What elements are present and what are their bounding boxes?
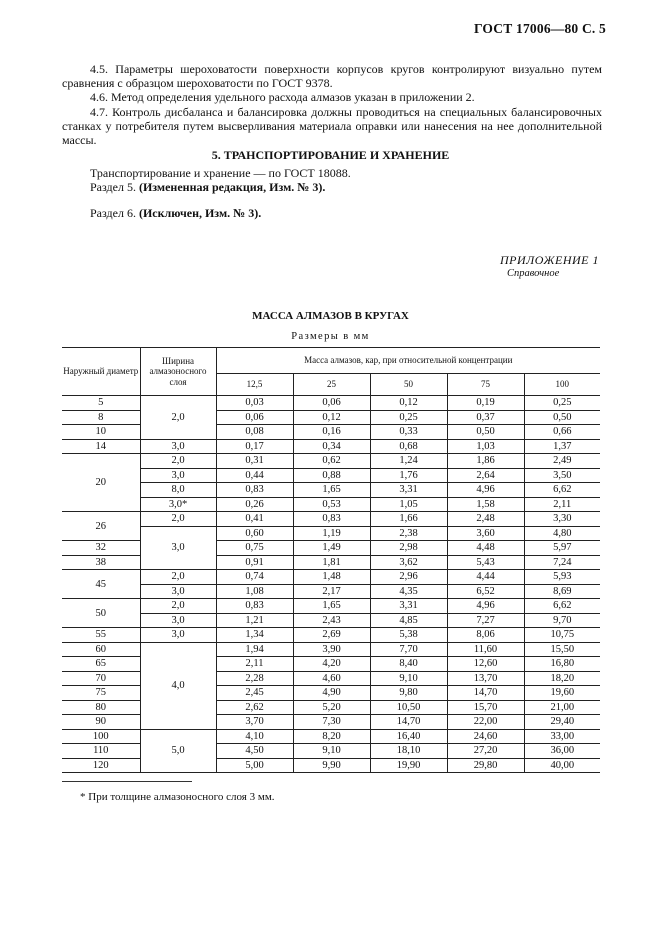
section-5-amendment-note: (Измененная редакция, Изм. № 3). [138, 179, 326, 194]
cell-diamond-mass: 1,19 [293, 526, 370, 541]
cell-diamond-mass: 1,81 [293, 555, 370, 570]
cell-diamond-mass: 3,31 [370, 483, 447, 498]
cell-diamond-mass: 2,48 [447, 512, 524, 527]
cell-diamond-mass: 24,60 [447, 729, 524, 744]
section-6-excluded-note: (Исключен, Изм. № 3). [138, 206, 262, 220]
cell-diamond-mass: 15,50 [524, 642, 600, 657]
cell-diamond-mass: 21,00 [524, 700, 600, 715]
cell-diamond-mass: 6,62 [524, 483, 600, 498]
cell-layer-width: 3,0 [140, 468, 216, 483]
cell-diamond-mass: 4,80 [524, 526, 600, 541]
body-paragraphs [62, 62, 602, 147]
cell-outer-diameter: 120 [62, 758, 140, 773]
cell-diamond-mass: 0,50 [524, 410, 600, 425]
cell-diamond-mass: 0,74 [216, 570, 293, 585]
cell-layer-width: 4,0 [140, 642, 216, 729]
table-row [62, 468, 600, 483]
cell-layer-width: 5,0 [140, 729, 216, 773]
cell-outer-diameter: 50 [62, 599, 140, 628]
cell-diamond-mass: 2,64 [447, 468, 524, 483]
cell-layer-width: 2,0 [140, 396, 216, 440]
table-units: Размеры в мм [291, 331, 370, 342]
cell-layer-width: 2,0 [140, 512, 216, 527]
cell-diamond-mass: 1,66 [370, 512, 447, 527]
cell-outer-diameter: 60 [62, 642, 140, 657]
cell-diamond-mass: 0,16 [293, 425, 370, 440]
cell-diamond-mass: 40,00 [524, 758, 600, 773]
cell-outer-diameter: 10 [62, 425, 140, 440]
cell-outer-diameter: 14 [62, 439, 140, 454]
cell-diamond-mass: 7,70 [370, 642, 447, 657]
paragraph-4-7: 4.7. Контроль дисбаланса и балансировка должны проводиться на специальных балансировочных станках у потребителя путем высверливания материала оправки или нанесения на нее дополнительной массы. [62, 104, 602, 148]
cell-diamond-mass: 1,08 [216, 584, 293, 599]
cell-outer-diameter: 32 [62, 541, 140, 556]
cell-diamond-mass: 0,83 [293, 512, 370, 527]
cell-diamond-mass: 4,35 [370, 584, 447, 599]
cell-diamond-mass: 18,20 [524, 671, 600, 686]
cell-outer-diameter: 80 [62, 700, 140, 715]
cell-diamond-mass: 3,50 [524, 468, 600, 483]
cell-diamond-mass: 2,69 [293, 628, 370, 643]
cell-diamond-mass: 0,83 [216, 483, 293, 498]
cell-outer-diameter: 26 [62, 512, 140, 541]
cell-diamond-mass: 29,80 [447, 758, 524, 773]
cell-diamond-mass: 5,97 [524, 541, 600, 556]
footnote: * При толщине алмазоносного слоя 3 мм. [80, 791, 275, 803]
cell-diamond-mass: 12,60 [447, 657, 524, 672]
cell-diamond-mass: 3,60 [447, 526, 524, 541]
cell-diamond-mass: 4,60 [293, 671, 370, 686]
cell-outer-diameter: 5 [62, 396, 140, 411]
cell-diamond-mass: 0,41 [216, 512, 293, 527]
cell-outer-diameter: 55 [62, 628, 140, 643]
cell-diamond-mass: 2,11 [216, 657, 293, 672]
cell-diamond-mass: 3,62 [370, 555, 447, 570]
cell-outer-diameter: 70 [62, 671, 140, 686]
cell-diamond-mass: 2,43 [293, 613, 370, 628]
cell-diamond-mass: 16,80 [524, 657, 600, 672]
cell-diamond-mass: 1,94 [216, 642, 293, 657]
cell-diamond-mass: 2,98 [370, 541, 447, 556]
cell-diamond-mass: 0,12 [370, 396, 447, 411]
cell-diamond-mass: 13,70 [447, 671, 524, 686]
cell-diamond-mass: 1,49 [293, 541, 370, 556]
cell-diamond-mass: 2,38 [370, 526, 447, 541]
cell-diamond-mass: 11,60 [447, 642, 524, 657]
cell-diamond-mass: 15,70 [447, 700, 524, 715]
cell-diamond-mass: 0,88 [293, 468, 370, 483]
footnote-divider [62, 781, 192, 782]
cell-diamond-mass: 4,90 [293, 686, 370, 701]
cell-diamond-mass: 0,44 [216, 468, 293, 483]
cell-diamond-mass: 8,20 [293, 729, 370, 744]
cell-layer-width: 3,0 [140, 439, 216, 454]
cell-diamond-mass: 4,10 [216, 729, 293, 744]
cell-diamond-mass: 0,60 [216, 526, 293, 541]
cell-diamond-mass: 0,91 [216, 555, 293, 570]
cell-diamond-mass: 18,10 [370, 744, 447, 759]
header-layer-width: Ширина алмазоносного слоя [140, 348, 216, 396]
cell-diamond-mass: 0,03 [216, 396, 293, 411]
cell-outer-diameter: 20 [62, 454, 140, 512]
cell-diamond-mass: 3,70 [216, 715, 293, 730]
cell-diamond-mass: 1,65 [293, 599, 370, 614]
cell-diamond-mass: 4,44 [447, 570, 524, 585]
table-row [62, 439, 600, 454]
table-title: МАССА АЛМАЗОВ В КРУГАХ [252, 310, 409, 322]
cell-diamond-mass: 8,40 [370, 657, 447, 672]
appendix-title: ПРИЛОЖЕНИЕ 1 [500, 253, 599, 267]
cell-diamond-mass: 5,43 [447, 555, 524, 570]
paragraph-4-6: 4.6. Метод определения удельного расхода алмазов указан в приложении 2. [90, 90, 475, 105]
table-row [62, 729, 600, 744]
cell-diamond-mass: 22,00 [447, 715, 524, 730]
table-row [62, 628, 600, 643]
cell-diamond-mass: 0,25 [524, 396, 600, 411]
cell-diamond-mass: 5,93 [524, 570, 600, 585]
cell-diamond-mass: 0,17 [216, 439, 293, 454]
cell-diamond-mass: 9,70 [524, 613, 600, 628]
cell-diamond-mass: 0,37 [447, 410, 524, 425]
table-row [62, 642, 600, 657]
cell-outer-diameter: 65 [62, 657, 140, 672]
cell-diamond-mass: 9,10 [370, 671, 447, 686]
table-row [62, 526, 600, 541]
cell-diamond-mass: 0,33 [370, 425, 447, 440]
cell-diamond-mass: 0,19 [447, 396, 524, 411]
cell-layer-width: 3,0 [140, 526, 216, 570]
cell-outer-diameter: 38 [62, 555, 140, 570]
cell-diamond-mass: 2,45 [216, 686, 293, 701]
cell-diamond-mass: 5,38 [370, 628, 447, 643]
cell-layer-width: 2,0 [140, 570, 216, 585]
cell-outer-diameter: 75 [62, 686, 140, 701]
cell-diamond-mass: 4,20 [293, 657, 370, 672]
table-row [62, 599, 600, 614]
cell-diamond-mass: 0,50 [447, 425, 524, 440]
header-mass-group: Масса алмазов, кар, при относительной концентрации [216, 348, 600, 374]
cell-diamond-mass: 6,52 [447, 584, 524, 599]
cell-diamond-mass: 14,70 [447, 686, 524, 701]
cell-diamond-mass: 2,96 [370, 570, 447, 585]
cell-diamond-mass: 0,34 [293, 439, 370, 454]
cell-diamond-mass: 1,34 [216, 628, 293, 643]
cell-diamond-mass: 0,06 [293, 396, 370, 411]
cell-diamond-mass: 7,30 [293, 715, 370, 730]
cell-outer-diameter: 110 [62, 744, 140, 759]
table-row [62, 396, 600, 411]
cell-diamond-mass: 1,21 [216, 613, 293, 628]
cell-diamond-mass: 3,31 [370, 599, 447, 614]
cell-diamond-mass: 1,86 [447, 454, 524, 469]
cell-diamond-mass: 8,06 [447, 628, 524, 643]
cell-layer-width: 3,0* [140, 497, 216, 512]
cell-diamond-mass: 2,49 [524, 454, 600, 469]
cell-diamond-mass: 29,40 [524, 715, 600, 730]
cell-outer-diameter: 100 [62, 729, 140, 744]
cell-diamond-mass: 0,53 [293, 497, 370, 512]
cell-diamond-mass: 1,76 [370, 468, 447, 483]
header-concentration: 75 [447, 374, 524, 396]
cell-diamond-mass: 2,28 [216, 671, 293, 686]
cell-diamond-mass: 5,00 [216, 758, 293, 773]
cell-diamond-mass: 1,65 [293, 483, 370, 498]
cell-diamond-mass: 4,96 [447, 483, 524, 498]
cell-diamond-mass: 10,50 [370, 700, 447, 715]
cell-diamond-mass: 33,00 [524, 729, 600, 744]
cell-diamond-mass: 4,50 [216, 744, 293, 759]
cell-diamond-mass: 0,62 [293, 454, 370, 469]
cell-diamond-mass: 9,10 [293, 744, 370, 759]
cell-diamond-mass: 7,27 [447, 613, 524, 628]
cell-diamond-mass: 4,85 [370, 613, 447, 628]
table-row [62, 483, 600, 498]
header-outer-diameter: Наружный диаметр [62, 348, 140, 396]
cell-diamond-mass: 19,60 [524, 686, 600, 701]
cell-diamond-mass: 2,62 [216, 700, 293, 715]
cell-layer-width: 3,0 [140, 613, 216, 628]
cell-diamond-mass: 9,80 [370, 686, 447, 701]
cell-outer-diameter: 8 [62, 410, 140, 425]
cell-layer-width: 3,0 [140, 584, 216, 599]
section-5-body [90, 167, 351, 194]
table-row [62, 454, 600, 469]
cell-layer-width: 3,0 [140, 628, 216, 643]
cell-layer-width: 8,0 [140, 483, 216, 498]
cell-layer-width: 2,0 [140, 454, 216, 469]
cell-diamond-mass: 0,66 [524, 425, 600, 440]
cell-diamond-mass: 16,40 [370, 729, 447, 744]
cell-diamond-mass: 0,83 [216, 599, 293, 614]
cell-diamond-mass: 10,75 [524, 628, 600, 643]
cell-diamond-mass: 4,96 [447, 599, 524, 614]
cell-diamond-mass: 2,11 [524, 497, 600, 512]
cell-outer-diameter: 90 [62, 715, 140, 730]
cell-diamond-mass: 2,17 [293, 584, 370, 599]
header-concentration: 12,5 [216, 374, 293, 396]
cell-diamond-mass: 27,20 [447, 744, 524, 759]
cell-diamond-mass: 0,75 [216, 541, 293, 556]
appendix-label [499, 254, 599, 280]
cell-diamond-mass: 1,58 [447, 497, 524, 512]
cell-diamond-mass: 3,90 [293, 642, 370, 657]
cell-diamond-mass: 3,30 [524, 512, 600, 527]
table-row [62, 613, 600, 628]
cell-diamond-mass: 0,08 [216, 425, 293, 440]
table-body [62, 396, 600, 773]
cell-diamond-mass: 1,48 [293, 570, 370, 585]
table-row [62, 570, 600, 585]
section-5-line-2 [90, 181, 351, 195]
table-row [62, 497, 600, 512]
appendix-subtitle: Справочное [507, 268, 560, 279]
cell-diamond-mass: 8,69 [524, 584, 600, 599]
cell-diamond-mass: 9,90 [293, 758, 370, 773]
diamond-mass-table [62, 347, 600, 773]
cell-diamond-mass: 1,05 [370, 497, 447, 512]
table-row [62, 584, 600, 599]
header-concentration: 100 [524, 374, 600, 396]
cell-diamond-mass: 5,20 [293, 700, 370, 715]
section-6-prefix: Раздел 6. [90, 206, 136, 220]
cell-diamond-mass: 0,06 [216, 410, 293, 425]
cell-diamond-mass: 14,70 [370, 715, 447, 730]
cell-diamond-mass: 0,25 [370, 410, 447, 425]
cell-diamond-mass: 36,00 [524, 744, 600, 759]
cell-layer-width: 2,0 [140, 599, 216, 614]
table-row [62, 512, 600, 527]
header-concentration: 50 [370, 374, 447, 396]
page-header: ГОСТ 17006—80 С. 5 [473, 21, 606, 36]
header-concentration: 25 [293, 374, 370, 396]
cell-diamond-mass: 1,37 [524, 439, 600, 454]
paragraph-4-5: 4.5. Параметры шероховатости поверхности корпусов кругов контролируют визуально путем сравнения с образцом шероховатости по ГОСТ 9378. [62, 62, 602, 91]
section-6-line [90, 206, 261, 221]
cell-diamond-mass: 4,48 [447, 541, 524, 556]
cell-diamond-mass: 7,24 [524, 555, 600, 570]
cell-diamond-mass: 1,03 [447, 439, 524, 454]
cell-outer-diameter: 45 [62, 570, 140, 599]
cell-diamond-mass: 0,12 [293, 410, 370, 425]
cell-diamond-mass: 1,24 [370, 454, 447, 469]
cell-diamond-mass: 0,26 [216, 497, 293, 512]
cell-diamond-mass: 6,62 [524, 599, 600, 614]
cell-diamond-mass: 0,31 [216, 454, 293, 469]
section-5-title: 5. ТРАНСПОРТИРОВАНИЕ И ХРАНЕНИЕ [211, 148, 450, 162]
section-5-line-1: Транспортирование и хранение — по ГОСТ 18088. [90, 166, 351, 180]
section-5-line-2-prefix: Раздел 5. [90, 179, 136, 194]
cell-diamond-mass: 0,68 [370, 439, 447, 454]
cell-diamond-mass: 19,90 [370, 758, 447, 773]
